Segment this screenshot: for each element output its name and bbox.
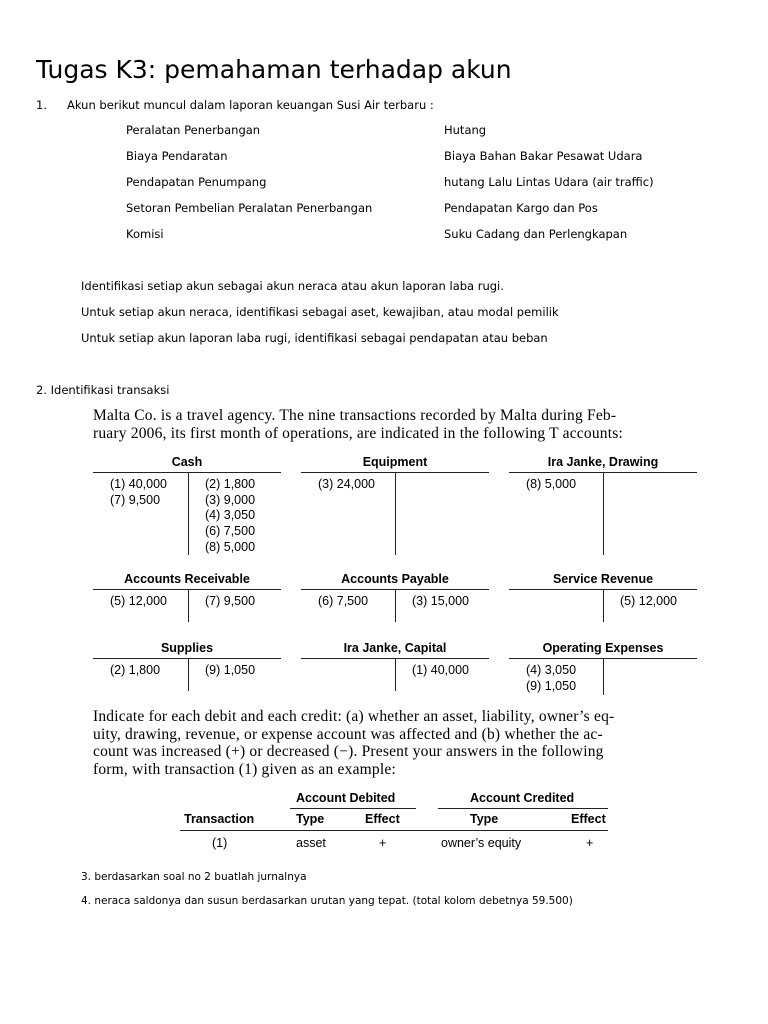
q2-para2-line4: form, with transaction (1) given as an example: [93, 761, 396, 778]
header-account-debited: Account Debited [296, 791, 396, 805]
instruction-1: Identifikasi setiap akun sebagai akun neraca atau akun laporan laba rugi. [81, 279, 504, 293]
account-right-1: Hutang [444, 123, 487, 137]
account-left-3: Pendapatan Penumpang [126, 175, 267, 189]
row-transaction: (1) [212, 836, 228, 850]
account-right-5: Suku Cadang dan Perlengkapan [444, 227, 628, 241]
instruction-2: Untuk setiap akun neraca, identifikasi sebagai aset, kewajiban, atau modal pemilik [81, 305, 559, 319]
t-account-vline [188, 590, 189, 622]
t-account-vline [395, 659, 396, 691]
account-left-2: Biaya Pendaratan [126, 149, 228, 163]
q2-para2-line2: uity, drawing, revenue, or expense account was affected and (b) whether the ac- [93, 726, 603, 743]
instruction-3: Untuk setiap akun laporan laba rugi, identifikasi sebagai pendapatan atau beban [81, 331, 548, 345]
account-right-4: Pendapatan Kargo dan Pos [444, 201, 598, 215]
q2-heading: 2. Identifikasi transaksi [36, 383, 170, 397]
t-account-debit: (3) 24,000 [318, 477, 375, 491]
credited-underline [438, 808, 608, 809]
q1-number: 1. [36, 98, 47, 112]
t-account-vline [603, 473, 604, 555]
t-account-hline [93, 589, 281, 590]
t-account-vline [395, 590, 396, 622]
t-account-credit: (9) 1,050 [205, 663, 256, 677]
row-effect-credit: + [586, 836, 594, 850]
t-account-credit: (7) 9,500 [205, 594, 256, 608]
t-account-name: Accounts Payable [341, 572, 449, 586]
t-account-vline [395, 473, 396, 555]
header-type-debit: Type [296, 812, 325, 826]
q1-intro: Akun berikut muncul dalam laporan keuangan Susi Air terbaru : [67, 98, 434, 112]
t-account-credit: (2) 1,800 (3) 9,000 (4) 3,050 (6) 7,500 (8) 5,000 [205, 477, 256, 554]
header-effect-credit: Effect [571, 812, 606, 826]
account-right-2: Biaya Bahan Bakar Pesawat Udara [444, 149, 643, 163]
q2-para1-line2: ruary 2006, its first month of operations, are indicated in the following T accounts: [93, 425, 623, 442]
t-account-debit: (4) 3,050 (9) 1,050 [526, 663, 577, 693]
header-underline [180, 830, 608, 831]
t-account-debit: (1) 40,000 (7) 9,500 [110, 477, 167, 507]
account-left-5: Komisi [126, 227, 164, 241]
q2-para2-line3: count was increased (+) or decreased (−). Present your answers in the following [93, 743, 604, 760]
q2-para1-line1: Malta Co. is a travel agency. The nine transactions recorded by Malta during Feb- [93, 407, 617, 424]
page-title: Tugas K3: pemahaman terhadap akun [36, 55, 512, 84]
q4-text: 4. neraca saldonya dan susun berdasarkan urutan yang tepat. (total kolom debetnya 59.500) [81, 895, 573, 907]
t-account-vline [603, 590, 604, 622]
t-account-name: Operating Expenses [542, 641, 664, 655]
header-transaction: Transaction [184, 812, 255, 826]
t-account-name: Cash [171, 455, 203, 469]
t-account-hline [93, 658, 281, 659]
t-account-vline [188, 473, 189, 555]
t-account-name: Accounts Receivable [124, 572, 250, 586]
t-account-credit: (5) 12,000 [620, 594, 677, 608]
t-account-name: Supplies [160, 641, 214, 655]
t-account-credit: (1) 40,000 [412, 663, 469, 677]
q3-text: 3. berdasarkan soal no 2 buatlah jurnalnya [81, 871, 307, 883]
t-account-vline [603, 659, 604, 695]
row-type-credit: owner’s equity [441, 836, 522, 850]
header-type-credit: Type [470, 812, 499, 826]
t-account-vline [188, 659, 189, 691]
t-account-name: Ira Janke, Drawing [547, 455, 659, 469]
header-effect-debit: Effect [365, 812, 400, 826]
t-account-name: Equipment [362, 455, 428, 469]
t-account-debit: (5) 12,000 [110, 594, 167, 608]
row-type-debit: asset [296, 836, 326, 850]
debited-underline [290, 808, 416, 809]
t-account-name: Service Revenue [552, 572, 654, 586]
account-right-3: hutang Lalu Lintas Udara (air traffic) [444, 175, 654, 189]
t-account-debit: (8) 5,000 [526, 477, 577, 491]
row-effect-debit: + [379, 836, 387, 850]
q2-para2-line1: Indicate for each debit and each credit: (a) whether an asset, liability, owner’s eq- [93, 708, 615, 725]
t-account-debit: (6) 7,500 [318, 594, 369, 608]
t-account-credit: (3) 15,000 [412, 594, 469, 608]
t-account-hline [93, 472, 281, 473]
account-left-4: Setoran Pembelian Peralatan Penerbangan [126, 201, 373, 215]
t-account-name: Ira Janke, Capital [343, 641, 447, 655]
account-left-1: Peralatan Penerbangan [126, 123, 261, 137]
header-account-credited: Account Credited [470, 791, 575, 805]
t-account-debit: (2) 1,800 [110, 663, 161, 677]
